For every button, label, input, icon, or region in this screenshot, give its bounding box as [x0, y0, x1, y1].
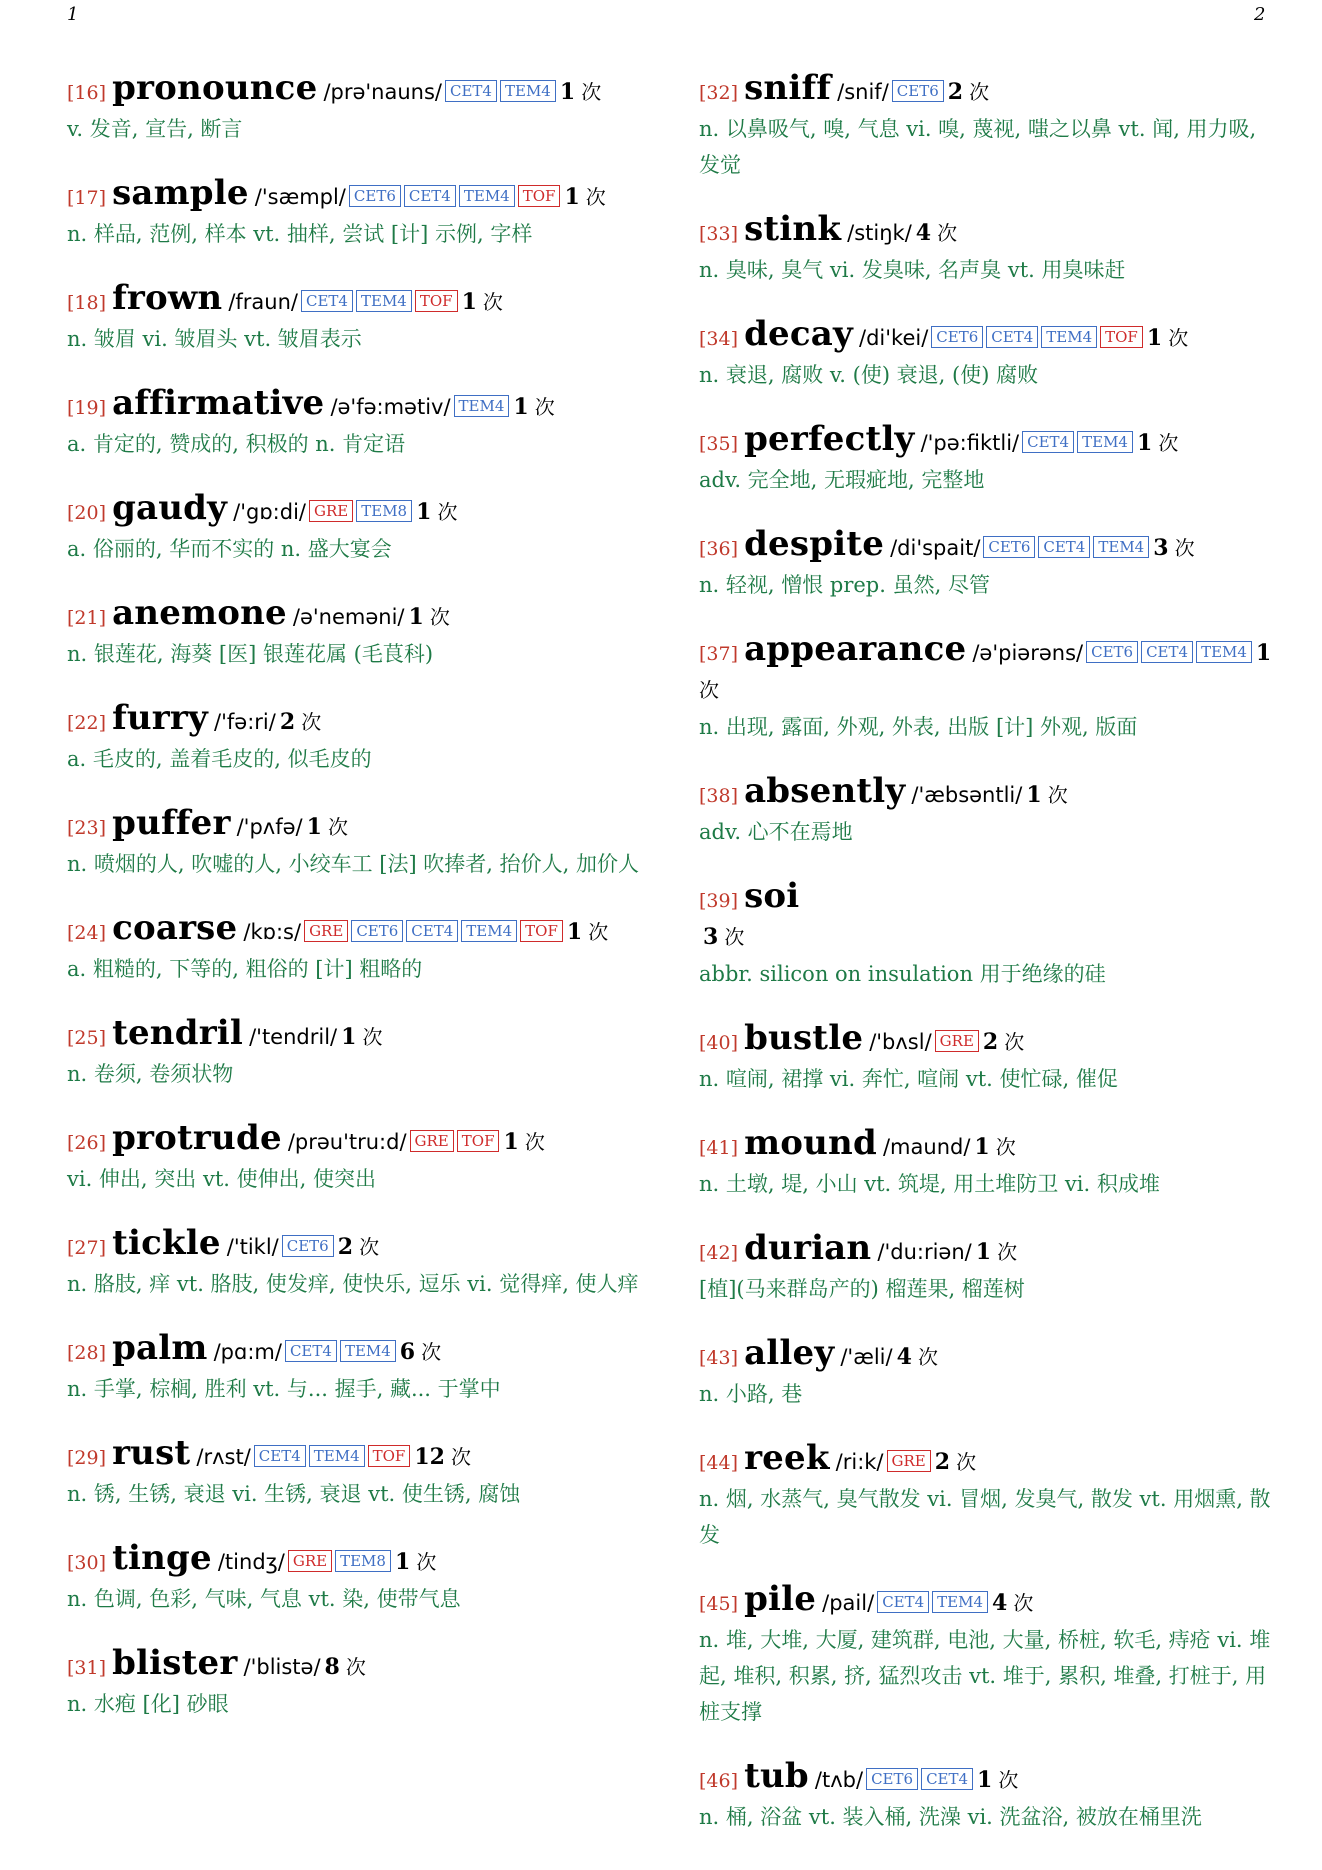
occurrence-unit: 次 — [301, 710, 322, 734]
phonetic: /ə'neməni/ — [292, 605, 405, 629]
phonetic: /di'kei/ — [859, 326, 929, 350]
occurrence-unit: 次 — [917, 1345, 938, 1369]
headword: reek — [744, 1438, 830, 1478]
occurrence-count: 8 — [324, 1654, 340, 1680]
exam-tag-cet4: CET4 — [1022, 431, 1074, 453]
exam-tag-cet4: CET4 — [921, 1768, 973, 1790]
occurrence-count: 1 — [566, 919, 583, 945]
headword: puffer — [112, 803, 231, 843]
exam-tag-tof: TOF — [518, 185, 561, 207]
entry-index: [22] — [67, 712, 107, 734]
phonetic: /'tikl/ — [226, 1235, 279, 1259]
page-number-left: 1 — [67, 4, 79, 25]
entry-headline — [699, 421, 1274, 462]
entry-index: [40] — [699, 1032, 739, 1054]
dictionary-entry — [699, 631, 1274, 745]
entry-headline — [67, 70, 642, 111]
entry-headline — [67, 1015, 642, 1056]
occurrence-unit: 次 — [327, 815, 348, 839]
entry-index: [34] — [699, 328, 739, 350]
exam-tag-tem4: TEM4 — [340, 1340, 396, 1362]
phonetic: /ə'fə:mətiv/ — [330, 395, 451, 419]
phonetic: /rʌst/ — [196, 1445, 251, 1469]
entry-index: [19] — [67, 397, 107, 419]
occurrence-count: 12 — [414, 1444, 445, 1470]
dictionary-entry — [699, 1581, 1274, 1730]
headword: absently — [744, 771, 906, 811]
headword: protrude — [112, 1118, 282, 1158]
headword: decay — [744, 314, 853, 354]
occurrence-count: 1 — [1255, 640, 1272, 666]
entry-index: [16] — [67, 82, 107, 104]
phonetic: /'tendril/ — [249, 1025, 338, 1049]
occurrence-count: 6 — [399, 1339, 416, 1365]
definition: v. 发音, 宣告, 断言 — [67, 117, 243, 141]
exam-tag-cet4: CET4 — [404, 185, 456, 207]
entry-index: [21] — [67, 607, 107, 629]
headword: coarse — [112, 908, 238, 948]
occurrence-count: 1 — [306, 814, 322, 840]
definition: n. 卷须, 卷须状物 — [67, 1062, 234, 1086]
headword: bustle — [744, 1018, 864, 1058]
occurrence-count: 1 — [394, 1549, 411, 1575]
exam-tag-cet4: CET4 — [301, 290, 353, 312]
definition: n. 皱眉 vi. 皱眉头 vt. 皱眉表示 — [67, 327, 362, 351]
headword: pronounce — [112, 68, 318, 108]
entry-headline — [67, 1330, 642, 1371]
dictionary-entry — [699, 211, 1274, 288]
dictionary-entry — [699, 773, 1274, 850]
headword: despite — [744, 524, 885, 564]
phonetic: /'gɒ:di/ — [233, 500, 306, 524]
phonetic: /di'spait/ — [890, 536, 981, 560]
entry-index: [41] — [699, 1137, 739, 1159]
occurrence-count: 1 — [1026, 782, 1042, 808]
exam-tag-gre: GRE — [887, 1450, 931, 1472]
dictionary-entry — [699, 1335, 1274, 1412]
occurrence-unit: 次 — [345, 1655, 366, 1679]
entry-headline — [67, 1645, 642, 1686]
headword: affirmative — [112, 383, 325, 423]
entry-index: [39] — [699, 890, 739, 912]
definition: n. 锈, 生锈, 衰退 vi. 生锈, 衰退 vt. 使生锈, 腐蚀 — [67, 1482, 521, 1506]
exam-tag-cet4: CET4 — [986, 326, 1038, 348]
exam-tag-tem4: TEM4 — [1041, 326, 1097, 348]
entry-index: [32] — [699, 82, 739, 104]
exam-tag-tem8: TEM8 — [335, 1550, 391, 1572]
entry-headline — [67, 490, 642, 531]
exam-tag-cet6: CET6 — [349, 185, 401, 207]
exam-tag-tem4: TEM4 — [309, 1445, 365, 1467]
definition: a. 俗丽的, 华而不实的 n. 盛大宴会 — [67, 537, 392, 561]
occurrence-unit: 次 — [437, 500, 458, 524]
definition: n. 银莲花, 海葵 [医] 银莲花属 (毛茛科) — [67, 642, 434, 666]
dictionary-entry — [699, 878, 1274, 992]
definition: [植](马来群岛产的) 榴莲果, 榴莲树 — [699, 1277, 1025, 1301]
headword: durian — [744, 1228, 872, 1268]
exam-tag-tof: TOF — [368, 1445, 411, 1467]
headword: soi — [744, 876, 800, 916]
entry-index: [42] — [699, 1242, 739, 1264]
definition: a. 肯定的, 赞成的, 积极的 n. 肯定语 — [67, 432, 406, 456]
entry-index: [30] — [67, 1552, 107, 1574]
exam-tag-tof: TOF — [415, 290, 458, 312]
headword: alley — [744, 1333, 835, 1373]
occurrence-unit: 次 — [1168, 326, 1189, 350]
phonetic: /kɒ:s/ — [243, 920, 302, 944]
occurrence-unit: 次 — [1013, 1591, 1034, 1615]
entry-headline — [699, 70, 1274, 111]
occurrence-unit: 次 — [998, 1768, 1019, 1792]
dictionary-entry — [699, 1020, 1274, 1097]
phonetic: /pɑ:m/ — [213, 1340, 282, 1364]
dictionary-entry — [699, 1758, 1274, 1835]
dictionary-entry — [67, 1435, 642, 1512]
phonetic: /'sæmpl/ — [254, 185, 346, 209]
headword: appearance — [744, 629, 967, 669]
dictionary-entry — [699, 421, 1274, 498]
entry-headline — [699, 1758, 1274, 1799]
dictionary-entry — [67, 490, 642, 567]
occurrence-unit: 次 — [699, 678, 719, 702]
phonetic: /stiŋk/ — [847, 221, 912, 245]
definition: n. 烟, 水蒸气, 臭气散发 vi. 冒烟, 发臭气, 散发 vt. 用烟熏, 散发 — [699, 1487, 1271, 1547]
occurrence-unit: 次 — [956, 1450, 977, 1474]
dictionary-entry — [67, 700, 642, 777]
occurrence-count: 1 — [1136, 430, 1153, 456]
entry-index: [20] — [67, 502, 107, 524]
page-number-right: 2 — [1254, 4, 1266, 25]
phonetic: /ə'piərəns/ — [972, 641, 1084, 665]
occurrence-count: 4 — [992, 1590, 1008, 1616]
exam-tag-cet6: CET6 — [931, 326, 983, 348]
phonetic: /'blistə/ — [243, 1655, 321, 1679]
definition: a. 毛皮的, 盖着毛皮的, 似毛皮的 — [67, 747, 372, 771]
exam-tag-gre: GRE — [309, 500, 353, 522]
occurrence-count: 1 — [461, 289, 477, 315]
entry-index: [44] — [699, 1452, 739, 1474]
exam-tag-tof: TOF — [520, 920, 563, 942]
definition: n. 色调, 色彩, 气味, 气息 vt. 染, 使带气息 — [67, 1587, 461, 1611]
entry-index: [46] — [699, 1770, 739, 1792]
definition: vi. 伸出, 突出 vt. 使伸出, 使突出 — [67, 1167, 376, 1191]
phonetic: /maund/ — [882, 1135, 971, 1159]
dictionary-entry — [67, 280, 642, 357]
occurrence-unit: 次 — [1047, 783, 1068, 807]
exam-tag-tem4: TEM4 — [454, 395, 510, 417]
occurrence-count: 1 — [974, 1134, 990, 1160]
headword: tub — [744, 1756, 809, 1796]
entry-index: [45] — [699, 1593, 739, 1615]
exam-tag-cet6: CET6 — [983, 536, 1035, 558]
phonetic: /'æbsəntli/ — [911, 783, 1023, 807]
dictionary-entry — [67, 805, 642, 882]
headword: anemone — [112, 593, 287, 633]
phonetic: /fraun/ — [228, 290, 298, 314]
left-column — [67, 70, 642, 1750]
dictionary-entry — [699, 1125, 1274, 1202]
occurrence-unit: 次 — [534, 395, 555, 419]
occurrence-unit: 次 — [937, 221, 958, 245]
definition: n. 轻视, 憎恨 prep. 虽然, 尽管 — [699, 573, 990, 597]
phonetic: /'bʌsl/ — [869, 1030, 932, 1054]
entry-headline — [699, 1335, 1274, 1376]
headword: palm — [112, 1328, 208, 1368]
dictionary-entry — [67, 175, 642, 252]
definition: n. 以鼻吸气, 嗅, 气息 vi. 嗅, 蔑视, 嗤之以鼻 vt. 闻, 用力吸, 发觉 — [699, 117, 1257, 177]
entry-headline — [699, 631, 1274, 709]
headword: rust — [112, 1433, 191, 1473]
entry-headline — [67, 280, 642, 321]
dictionary-entry — [67, 1330, 642, 1407]
occurrence-count: 4 — [896, 1344, 912, 1370]
entry-index: [24] — [67, 922, 107, 944]
entry-index: [26] — [67, 1132, 107, 1154]
occurrence-count: 4 — [915, 220, 932, 246]
exam-tag-cet6: CET6 — [282, 1235, 334, 1257]
entry-index: [25] — [67, 1027, 107, 1049]
entry-headline — [699, 526, 1274, 567]
entry-headline — [67, 1120, 642, 1161]
exam-tag-gre: GRE — [410, 1130, 454, 1152]
headword: stink — [744, 209, 842, 249]
entry-index: [37] — [699, 643, 739, 665]
occurrence-unit: 次 — [724, 925, 745, 949]
dictionary-entry — [67, 1120, 642, 1197]
exam-tag-cet4: CET4 — [254, 1445, 306, 1467]
phonetic: /'pə:fiktli/ — [920, 431, 1020, 455]
exam-tag-cet4: CET4 — [1141, 641, 1193, 663]
exam-tag-cet4: CET4 — [445, 80, 497, 102]
occurrence-unit: 次 — [524, 1130, 545, 1154]
exam-tag-cet4: CET4 — [877, 1591, 929, 1613]
entry-headline — [67, 910, 642, 951]
headword: furry — [112, 698, 208, 738]
entry-headline — [67, 700, 642, 741]
definition: n. 喷烟的人, 吹嘘的人, 小绞车工 [法] 吹捧者, 抬价人, 加价人 — [67, 852, 640, 876]
exam-tag-tof: TOF — [457, 1130, 500, 1152]
exam-tag-gre: GRE — [935, 1030, 979, 1052]
occurrence-unit: 次 — [581, 80, 602, 104]
headword: tickle — [112, 1223, 221, 1263]
exam-tag-tem4: TEM4 — [459, 185, 515, 207]
phonetic: /tʌb/ — [814, 1768, 864, 1792]
phonetic: /ri:k/ — [835, 1450, 884, 1474]
occurrence-count: 1 — [341, 1024, 357, 1050]
headword: perfectly — [744, 419, 915, 459]
occurrence-count: 2 — [934, 1449, 951, 1475]
occurrence-unit: 次 — [429, 605, 450, 629]
occurrence-unit: 次 — [995, 1135, 1016, 1159]
dictionary-entry — [699, 1440, 1274, 1553]
occurrence-unit: 次 — [421, 1340, 442, 1364]
dictionary-entry — [67, 595, 642, 672]
exam-tag-tem4: TEM4 — [1093, 536, 1149, 558]
occurrence-count: 1 — [977, 1767, 993, 1793]
occurrence-unit: 次 — [588, 920, 609, 944]
dictionary-entry — [67, 70, 642, 147]
entry-headline — [699, 1440, 1274, 1481]
occurrence-count: 2 — [279, 709, 296, 735]
occurrence-count: 1 — [564, 184, 580, 210]
dictionary-entry — [67, 910, 642, 987]
headword: gaudy — [112, 488, 228, 528]
entry-index: [17] — [67, 187, 107, 209]
headword: tinge — [112, 1538, 212, 1578]
exam-tag-cet6: CET6 — [892, 80, 944, 102]
definition: n. 桶, 浴盆 vt. 装入桶, 洗澡 vi. 洗盆浴, 被放在桶里洗 — [699, 1805, 1202, 1829]
definition: adv. 完全地, 无瑕疵地, 完整地 — [699, 468, 985, 492]
definition: n. 胳肢, 痒 vt. 胳肢, 使发痒, 使快乐, 逗乐 vi. 觉得痒, 使人痒 — [67, 1272, 639, 1296]
exam-tag-tem4: TEM4 — [356, 290, 412, 312]
entry-index: [18] — [67, 292, 107, 314]
occurrence-unit: 次 — [451, 1445, 472, 1469]
exam-tag-cet4: CET4 — [406, 920, 458, 942]
entry-headline — [67, 385, 642, 426]
exam-tag-cet4: CET4 — [1038, 536, 1090, 558]
right-column — [699, 70, 1274, 1863]
exam-tag-tem8: TEM8 — [356, 500, 412, 522]
occurrence-count: 1 — [559, 79, 576, 105]
entry-headline — [67, 175, 642, 216]
exam-tag-tem4: TEM4 — [500, 80, 556, 102]
phonetic: /prə'nauns/ — [323, 80, 442, 104]
entry-headline — [699, 773, 1274, 814]
dictionary-entry — [699, 1230, 1274, 1307]
occurrence-unit: 次 — [585, 185, 606, 209]
dictionary-entry — [67, 1225, 642, 1302]
entry-index: [31] — [67, 1657, 107, 1679]
occurrence-count: 2 — [337, 1234, 354, 1260]
entry-headline — [67, 1435, 642, 1476]
exam-tag-tof: TOF — [1100, 326, 1143, 348]
entry-headline — [699, 1125, 1274, 1166]
occurrence-count: 1 — [416, 499, 432, 525]
definition: n. 堆, 大堆, 大厦, 建筑群, 电池, 大量, 桥桩, 软毛, 痔疮 vi. 堆起, 堆积, 积累, 挤, 猛烈攻击 vt. 堆于, 累积, 堆叠, 打桩于, 用桩支撑 — [699, 1628, 1271, 1724]
dictionary-entry — [67, 1540, 642, 1617]
entry-index: [35] — [699, 433, 739, 455]
definition: n. 手掌, 棕榈, 胜利 vt. 与... 握手, 藏... 于掌中 — [67, 1377, 501, 1401]
definition: n. 小路, 巷 — [699, 1382, 803, 1406]
definition: n. 喧闹, 裙撑 vi. 奔忙, 喧闹 vt. 使忙碌, 催促 — [699, 1067, 1118, 1091]
phonetic: /tindʒ/ — [217, 1550, 285, 1574]
headword: sample — [112, 173, 249, 213]
dictionary-entry — [67, 385, 642, 462]
occurrence-count: 1 — [513, 394, 529, 420]
entry-headline — [699, 1230, 1274, 1271]
occurrence-unit: 次 — [1174, 536, 1195, 560]
entry-index: [29] — [67, 1447, 107, 1469]
exam-tag-cet4: CET4 — [285, 1340, 337, 1362]
occurrence-unit: 次 — [997, 1240, 1018, 1264]
definition: n. 出现, 露面, 外观, 外表, 出版 [计] 外观, 版面 — [699, 715, 1138, 739]
definition: abbr. silicon on insulation 用于绝缘的硅 — [699, 962, 1106, 986]
entry-headline — [67, 1540, 642, 1581]
exam-tag-cet6: CET6 — [1086, 641, 1138, 663]
entry-headline — [699, 878, 1274, 956]
definition: n. 样品, 范例, 样本 vt. 抽样, 尝试 [计] 示例, 字样 — [67, 222, 533, 246]
occurrence-count: 1 — [1146, 325, 1163, 351]
entry-headline — [699, 1581, 1274, 1622]
entry-index: [36] — [699, 538, 739, 560]
phonetic: /snif/ — [837, 80, 889, 104]
phonetic: /'æli/ — [840, 1345, 893, 1369]
exam-tag-cet6: CET6 — [351, 920, 403, 942]
occurrence-count: 2 — [982, 1029, 999, 1055]
headword: frown — [112, 278, 223, 318]
occurrence-count: 1 — [975, 1239, 992, 1265]
occurrence-unit: 次 — [482, 290, 503, 314]
entry-index: [27] — [67, 1237, 107, 1259]
exam-tag-tem4: TEM4 — [1077, 431, 1133, 453]
phonetic: /pail/ — [822, 1591, 875, 1615]
entry-headline — [67, 1225, 642, 1266]
headword: mound — [744, 1123, 877, 1163]
occurrence-count: 3 — [1153, 535, 1169, 561]
entry-headline — [699, 316, 1274, 357]
exam-tag-cet6: CET6 — [866, 1768, 918, 1790]
definition: a. 粗糙的, 下等的, 粗俗的 [计] 粗略的 — [67, 957, 423, 981]
dictionary-entry — [67, 1645, 642, 1722]
occurrence-unit: 次 — [1158, 431, 1179, 455]
exam-tag-gre: GRE — [288, 1550, 332, 1572]
entry-index: [28] — [67, 1342, 107, 1364]
entry-index: [43] — [699, 1347, 739, 1369]
phonetic: /'pʌfə/ — [236, 815, 303, 839]
definition: adv. 心不在焉地 — [699, 820, 853, 844]
occurrence-unit: 次 — [359, 1235, 380, 1259]
definition: n. 土墩, 堤, 小山 vt. 筑堤, 用土堆防卫 vi. 积成堆 — [699, 1172, 1160, 1196]
headword: pile — [744, 1579, 817, 1619]
headword: blister — [112, 1643, 238, 1683]
phonetic: /prəu'tru:d/ — [287, 1130, 407, 1154]
occurrence-count: 1 — [408, 604, 424, 630]
headword: sniff — [744, 68, 832, 108]
definition: n. 衰退, 腐败 v. (使) 衰退, (使) 腐败 — [699, 363, 1039, 387]
occurrence-unit: 次 — [969, 80, 990, 104]
phonetic: /'du:riən/ — [877, 1240, 972, 1264]
dictionary-entry — [699, 70, 1274, 183]
entry-headline — [67, 805, 642, 846]
entry-headline — [67, 595, 642, 636]
exam-tag-tem4: TEM4 — [1196, 641, 1252, 663]
entry-headline — [699, 211, 1274, 252]
occurrence-unit: 次 — [362, 1025, 383, 1049]
headword: tendril — [112, 1013, 244, 1053]
phonetic: /'fə:ri/ — [214, 710, 276, 734]
entry-index: [33] — [699, 223, 739, 245]
entry-index: [38] — [699, 785, 739, 807]
exam-tag-tem4: TEM4 — [461, 920, 517, 942]
occurrence-unit: 次 — [1004, 1030, 1025, 1054]
definition: n. 水疱 [化] 砂眼 — [67, 1692, 229, 1716]
dictionary-entry — [699, 526, 1274, 603]
dictionary-entry — [699, 316, 1274, 393]
entry-headline — [699, 1020, 1274, 1061]
occurrence-count: 3 — [703, 924, 719, 950]
dictionary-entry — [67, 1015, 642, 1092]
occurrence-count: 1 — [503, 1129, 519, 1155]
exam-tag-gre: GRE — [304, 920, 348, 942]
occurrence-unit: 次 — [416, 1550, 437, 1574]
exam-tag-tem4: TEM4 — [932, 1591, 988, 1613]
entry-index: [23] — [67, 817, 107, 839]
definition: n. 臭味, 臭气 vi. 发臭味, 名声臭 vt. 用臭味赶 — [699, 258, 1126, 282]
occurrence-count: 2 — [947, 79, 964, 105]
